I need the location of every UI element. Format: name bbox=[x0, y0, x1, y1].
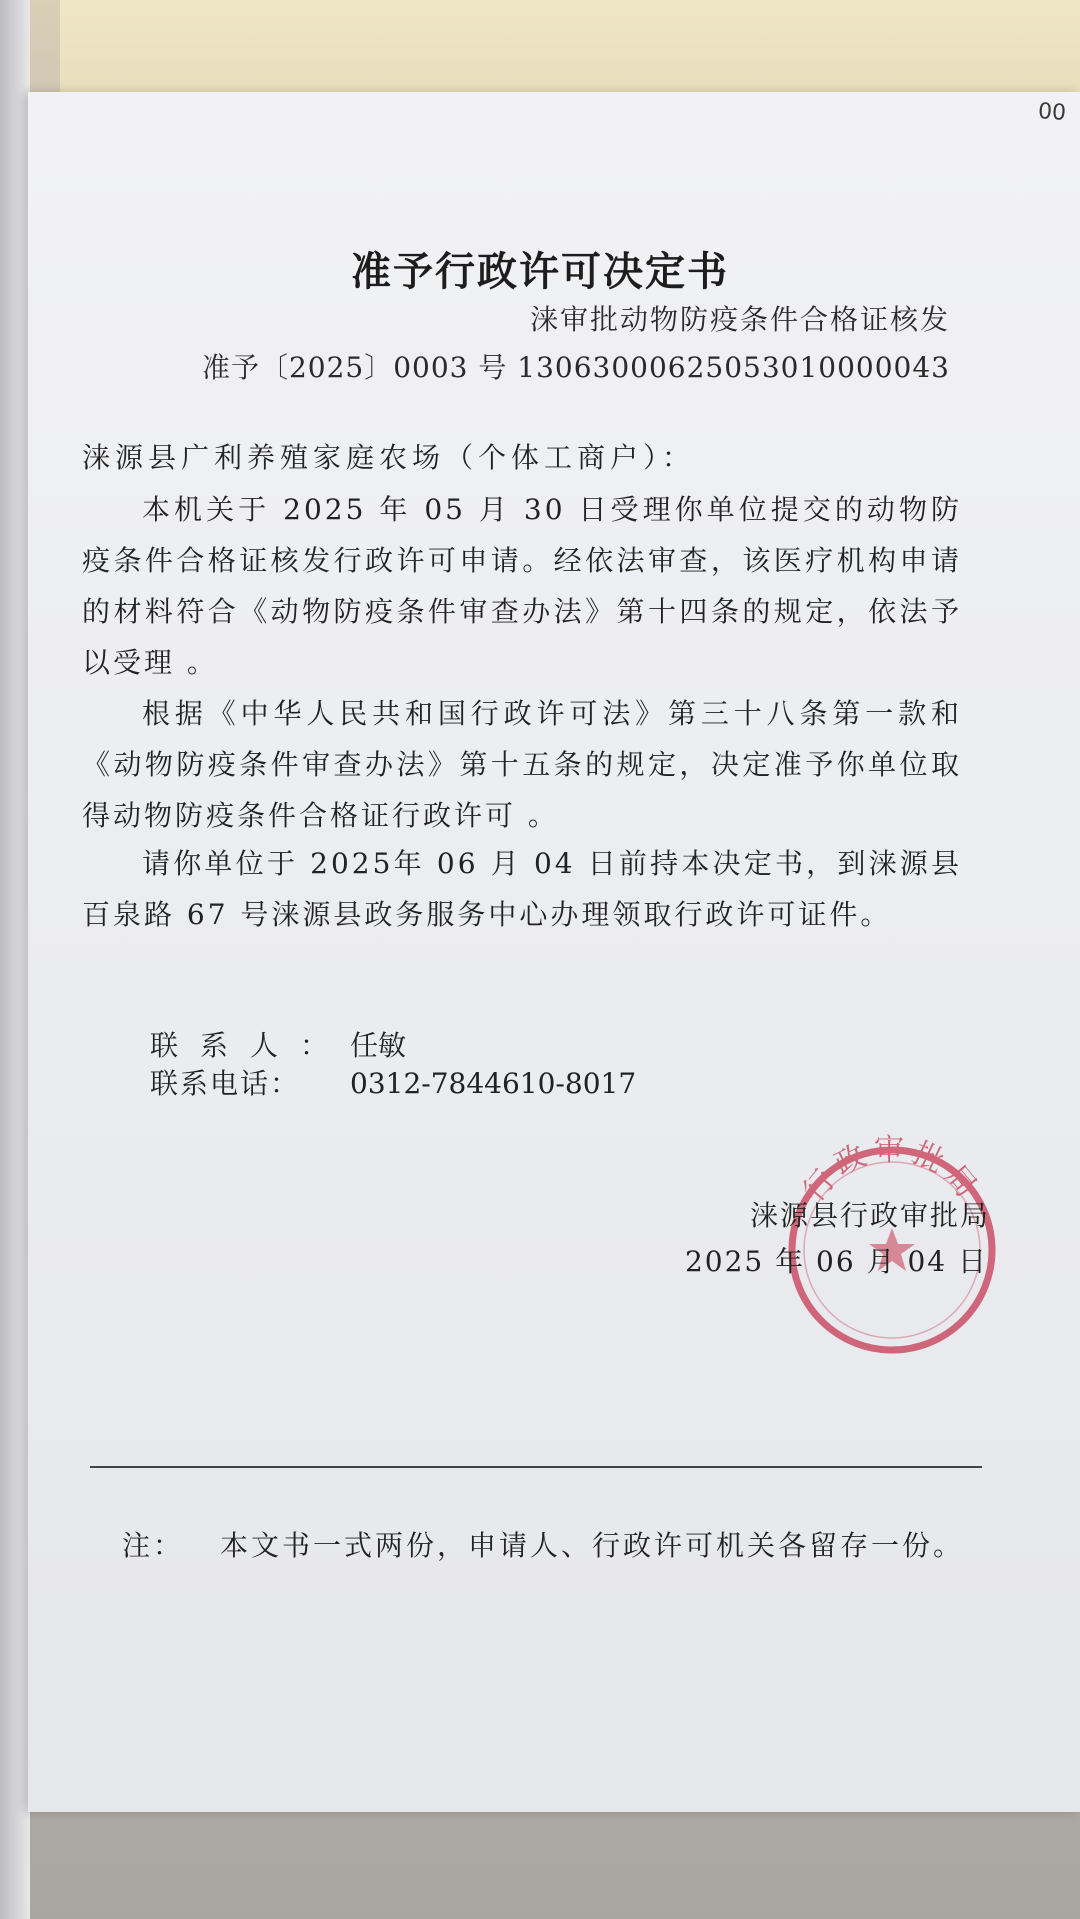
body-paragraph-3: 请你单位于 2025年 06 月 04 日前持本决定书，到涞源县百泉路 67 号涞源县政务服务中心办理领取行政许可证件。 bbox=[82, 847, 962, 931]
corner-handwritten-mark: 00 bbox=[1037, 99, 1067, 126]
contact-person-value: 任敏 bbox=[350, 1029, 407, 1062]
issue-date: 2025 年 06 月 04 日 bbox=[684, 1245, 988, 1278]
contact-phone-row bbox=[150, 1062, 636, 1102]
contact-person-row bbox=[150, 1024, 406, 1064]
document-title: 准予行政许可决定书 bbox=[351, 249, 729, 295]
note-label: 注： bbox=[122, 1529, 185, 1562]
contact-person-label: 联系人： bbox=[150, 1029, 351, 1062]
footer-note bbox=[122, 1524, 964, 1564]
note-text: 本文书一式两份，申请人、行政许可机关各留存一份。 bbox=[220, 1529, 965, 1562]
reference-line-1: 涞审批动物防疫条件合格证核发 bbox=[529, 303, 950, 336]
contact-phone-value: 0312-7844610-8017 bbox=[350, 1067, 637, 1100]
addressee: 涞源县广利养殖家庭农场（个体工商户）： bbox=[82, 441, 696, 474]
reference-line-2: 准予〔2025〕0003 号 13063000625053010000043 bbox=[201, 351, 950, 384]
body-paragraph-2: 根据《中华人民共和国行政许可法》第三十八条第一款和 《动物防疫条件审查办法》第十五条的规定，决定准予你单位取得动物防疫条件合格证行政许可 。 bbox=[82, 697, 962, 832]
footer-divider bbox=[90, 1466, 982, 1468]
issuer-name: 涞源县行政审批局 bbox=[749, 1199, 990, 1232]
seal-text: 行政审批局 bbox=[796, 1133, 988, 1209]
contact-phone-label: 联系电话： bbox=[150, 1067, 301, 1100]
body-paragraph-1: 本机关于 2025 年 05 月 30 日受理你单位提交的动物防疫条件合格证核发行政许可申请。经依法审查，该医疗机构申请的材料符合《动物防疫条件审查办法》第十四条的规定，依法予以受理 。 bbox=[82, 493, 962, 679]
